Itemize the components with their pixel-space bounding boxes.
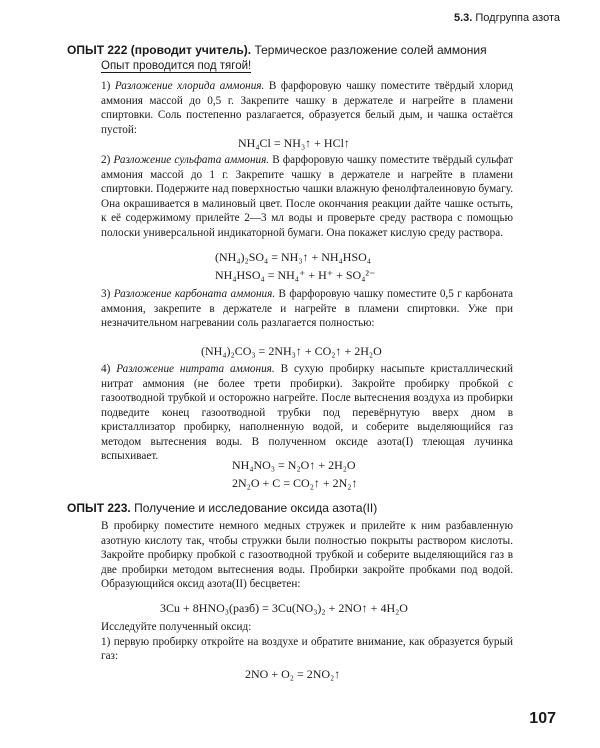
running-header (454, 12, 560, 24)
equation-5: 3Cu + 8HNO₃(разб) = 3Cu(NO₃)₂ + 2NO↑ + 4H₂O (160, 601, 408, 615)
step-2-paragraph (101, 153, 513, 240)
experiment-223-paragraph (101, 519, 513, 592)
step-2-text: В фарфоровую чашку поместите твёрдый сульфат аммония массой до 1 г. Закрепите чашку в держателе и нагрейте в пламени спиртовки. Подержите над поверхностью чашки влажную фенолфталеиновую бумагу. Она окрашивается в малиновый цвет. После окончания реакции дайте чашке остыть, к её содержимому прилейте 2—3 мл воды и проверьте среду раствора с помощью полоски универсальной индикаторной бумаги. Она покажет кислую среду раствора. (101, 154, 513, 239)
equation-2b: NH₄HSO₄ = NH₄⁺ + H⁺ + SO₄²⁻ (215, 268, 376, 282)
section-title: Подгруппа азота (475, 12, 560, 24)
experiment-222-heading: Термическое разложение солей аммония (251, 43, 487, 57)
step-2-title: Разложение сульфата аммония. (113, 154, 270, 166)
equation-4b: 2N₂O + C = CO₂↑ + 2N₂↑ (232, 476, 358, 490)
experiment-222-title (67, 43, 487, 58)
step-3-text: В фарфоровую чашку поместите 0,5 г карбоната аммония, закрепите в держателе и нагрейте в пламени спиртовки. Уже при незначительном нагревании соль разлагается полностью: (101, 288, 513, 329)
equation-1: NH₄Cl = NH₃↑ + HCl↑ (238, 136, 350, 150)
step-4-paragraph (101, 362, 513, 464)
investigate-text: Исследуйте полученный оксид: (101, 621, 252, 633)
safety-note (101, 60, 251, 72)
step-1-number: 1) (101, 80, 115, 92)
safety-note-text: Опыт проводится под тягой! (101, 60, 252, 72)
experiment-223-title (67, 501, 377, 516)
experiment-222-label: ОПЫТ 222 (проводит учитель). (67, 43, 252, 57)
equation-3: (NH₄)₂CO₃ = 2NH₃↑ + CO₂↑ + 2H₂O (201, 344, 382, 358)
step-4-number: 4) (101, 363, 117, 375)
section-number: 5.3. (453, 12, 473, 24)
equation-4a: NH₄NO₃ = N₂O↑ + 2H₂O (232, 458, 356, 472)
step-1-text: В фарфоровую чашку поместите твёрдый хлорид аммония массой до 0,5 г. Закрепите чашку в держателе и нагрейте в пламени спиртовки. Соль постепенно разлагается, образуется белый дым, и чашка остаётся пустой: (101, 80, 513, 136)
step-2-number: 2) (101, 154, 114, 166)
equation-6: 2NO + O₂ = 2NO₂↑ (245, 667, 341, 681)
equation-2a: (NH₄)₂SO₄ = NH₃↑ + NH₄HSO₄ (215, 250, 371, 264)
step-1-paragraph (101, 79, 513, 137)
step-3-paragraph (101, 287, 513, 331)
step-3-number: 3) (101, 288, 114, 300)
experiment-223-heading: Получение и исследование оксида азота(II) (130, 501, 378, 515)
investigate-step-1: 1) первую пробирку откройте на воздухе и обратите внимание, как образуется бурый газ: (101, 635, 513, 662)
experiment-223-text: В пробирку поместите немного медных стружек и прилейте к ним разбавленную азотную кислоту так, чтобы стружки были полностью покрыты раствором кислоты. Закройте пробирку пробкой с газоотводной трубкой и соберите выделяющийся газ в две пробирки методом вытеснения воды. Пробирки закройте пробками под водой. Образующийся оксид азота(II) бесцветен: (101, 520, 513, 590)
step-4-text: В сухую пробирку насыпьте кристаллический нитрат аммония (не более трети пробирки). Закройте пробирку пробкой с газоотводной трубкой и осторожно нагрейте. После вытеснения воздуха из пробирки подведите конец газоотводной трубки под перевёрнутую вверх дном в кристаллизатор пробирку, наполненную водой, и соберите выделяющийся газ методом вытеснения воды. В полученном оксиде азота(I) тлеющая лучинка вспыхивает. (101, 363, 513, 462)
step-1-title: Разложение хлорида аммония. (114, 80, 265, 92)
step-4-title: Разложение нитрата аммония. (116, 363, 275, 375)
step-3-title: Разложение карбоната аммония. (113, 288, 276, 300)
experiment-223-label: ОПЫТ 223. (67, 501, 131, 515)
investigate-paragraph (101, 620, 513, 664)
page-number: 107 (529, 710, 556, 727)
